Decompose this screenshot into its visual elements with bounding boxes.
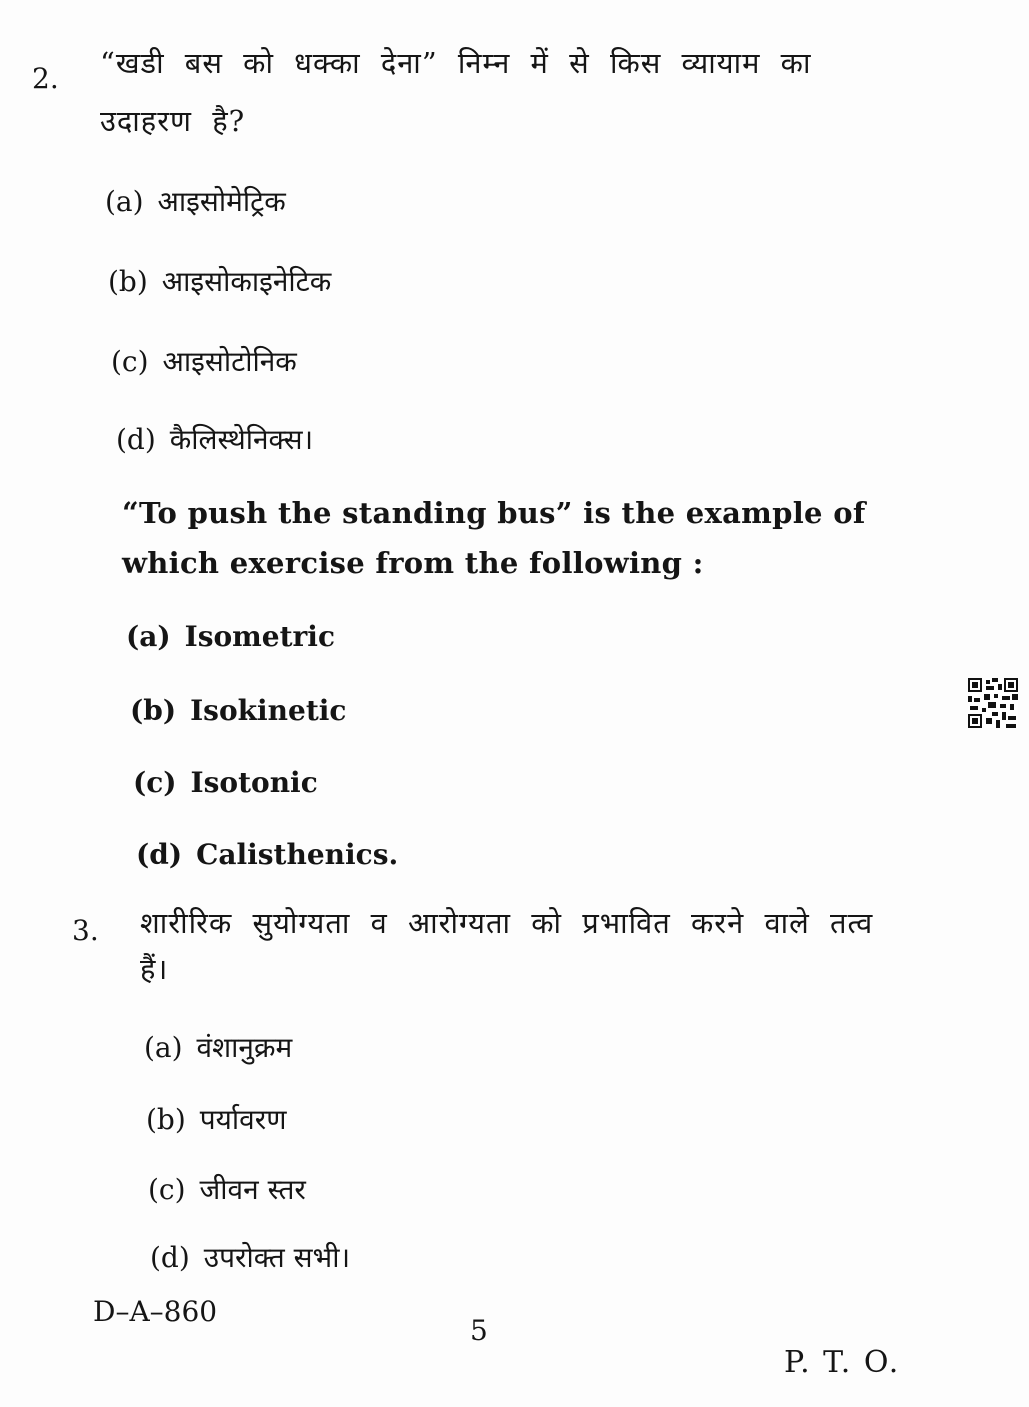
option-text: आइसोटोनिक xyxy=(162,345,297,378)
option-label: (a) xyxy=(126,620,171,653)
option-a-hindi xyxy=(105,182,286,220)
question-number: 3. xyxy=(72,914,99,947)
question-text-hindi: शारीरिक सुयोग्यता व आरोग्यता को प्रभावित करने वाले तत्व हैं। xyxy=(140,906,874,986)
option-label: (c) xyxy=(133,766,177,799)
option-c-hindi xyxy=(148,1170,306,1208)
option-text: जीवन स्तर xyxy=(199,1173,306,1206)
option-label: (d) xyxy=(136,838,183,871)
question-number: 2. xyxy=(32,62,59,95)
paper-code: D–A–860 xyxy=(93,1295,218,1328)
option-c-english xyxy=(133,766,318,799)
option-text: उपरोक्त सभी। xyxy=(203,1241,351,1274)
option-text: Isometric xyxy=(184,620,335,653)
page-number: 5 xyxy=(470,1314,488,1347)
option-label: (a) xyxy=(144,1031,183,1064)
option-text: कैलिस्थेनिक्स। xyxy=(169,423,314,456)
option-text: Isotonic xyxy=(190,766,318,799)
option-label: (d) xyxy=(116,423,156,456)
option-d-hindi xyxy=(116,420,313,458)
qr-code-icon xyxy=(968,678,1018,728)
question-text-english: “To push the standing bus” is the example of which exercise from the following : xyxy=(122,496,866,580)
option-text: Isokinetic xyxy=(190,694,347,727)
option-label: (d) xyxy=(150,1241,190,1274)
option-label: (b) xyxy=(108,265,148,298)
option-label: (b) xyxy=(146,1103,186,1136)
option-text: आइसोकाइनेटिक xyxy=(161,265,332,298)
option-text: Calisthenics. xyxy=(196,838,399,871)
option-text: वंशानुक्रम xyxy=(196,1031,293,1064)
option-a-hindi xyxy=(144,1028,292,1066)
option-d-english xyxy=(136,838,398,871)
option-text: आइसोमेट्रिक xyxy=(157,185,286,218)
please-turn-over: P. T. O. xyxy=(784,1345,901,1380)
option-text: पर्यावरण xyxy=(199,1103,287,1136)
option-b-hindi xyxy=(108,262,331,300)
option-label: (a) xyxy=(105,185,144,218)
option-b-english xyxy=(130,694,346,727)
option-b-hindi xyxy=(146,1100,286,1138)
option-label: (c) xyxy=(111,345,149,378)
option-label: (b) xyxy=(130,694,177,727)
option-label: (c) xyxy=(148,1173,186,1206)
question-text-hindi: “खडी बस को धक्का देना” निम्न में से किस व्यायाम का उदाहरण है? xyxy=(100,46,812,138)
option-d-hindi xyxy=(150,1238,350,1276)
option-a-english xyxy=(126,620,335,653)
option-c-hindi xyxy=(111,342,297,380)
